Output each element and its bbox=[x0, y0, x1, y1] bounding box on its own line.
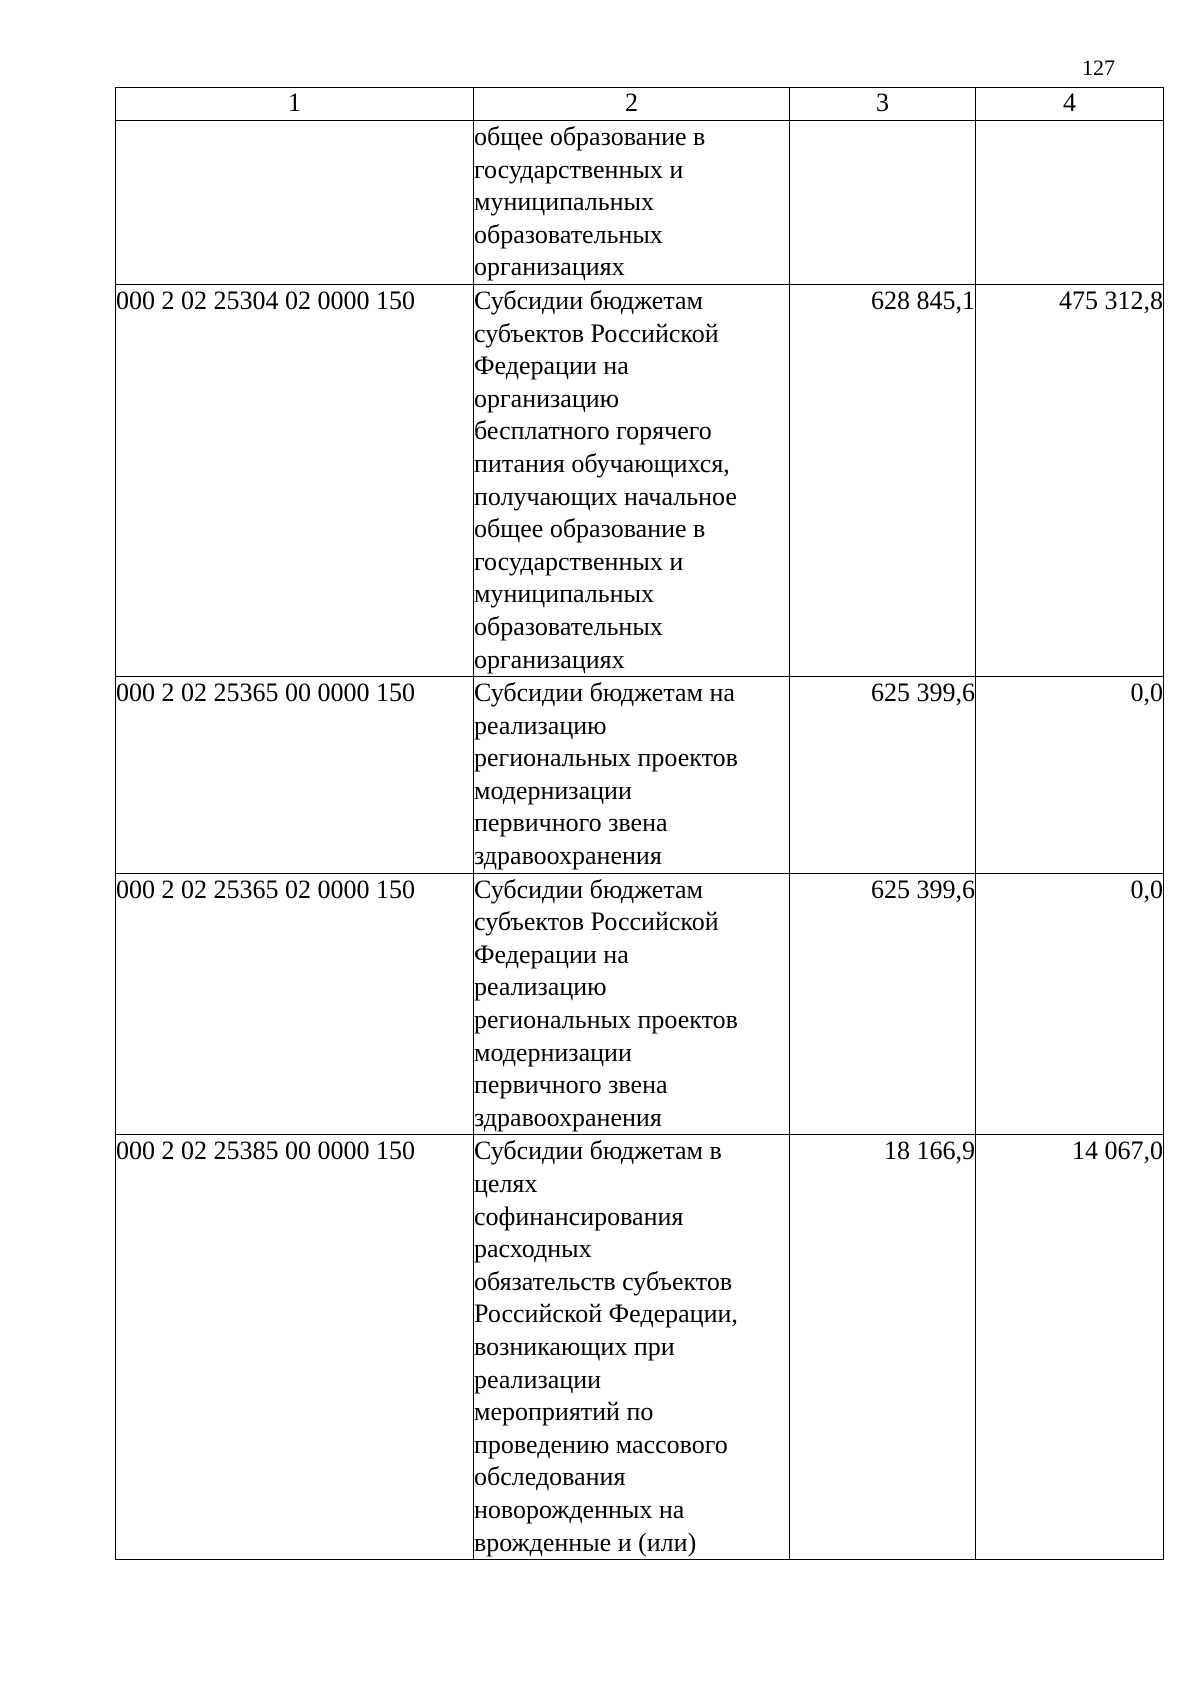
description-line: здравоохранения bbox=[474, 841, 662, 871]
column-header-4: 4 bbox=[976, 88, 1164, 121]
description-line: Субсидии бюджетам в bbox=[474, 1136, 722, 1166]
value-column-4-cell: 0,0 bbox=[976, 677, 1164, 874]
description-line: модернизации bbox=[474, 1037, 632, 1067]
description-line: новорожденных на bbox=[474, 1494, 685, 1524]
description-line: софинансирования bbox=[474, 1201, 684, 1231]
budget-code-cell: 000 2 02 25365 00 0000 150 bbox=[116, 677, 474, 874]
value-column-4-cell bbox=[976, 121, 1164, 285]
description-line: возникающих при bbox=[474, 1331, 675, 1361]
description-line: питания обучающихся, bbox=[474, 448, 730, 478]
description-line: региональных проектов bbox=[474, 743, 738, 773]
description-line: организацию bbox=[474, 383, 620, 413]
description-line: государственных и bbox=[474, 154, 684, 184]
value-column-4-cell: 14 067,0 bbox=[976, 1135, 1164, 1560]
budget-code-cell: 000 2 02 25365 02 0000 150 bbox=[116, 873, 474, 1135]
value-column-3-cell: 18 166,9 bbox=[790, 1135, 976, 1560]
table-row bbox=[116, 284, 1164, 676]
value-column-4-cell: 475 312,8 bbox=[976, 284, 1164, 676]
description-line: региональных проектов bbox=[474, 1005, 738, 1035]
description-cell bbox=[474, 121, 790, 285]
description-line: образовательных bbox=[474, 219, 663, 249]
value-column-3-cell bbox=[790, 121, 976, 285]
description-line: расходных bbox=[474, 1234, 592, 1264]
table-row bbox=[116, 873, 1164, 1135]
description-line: реализацию bbox=[474, 972, 607, 1002]
description-line: получающих начальное bbox=[474, 481, 737, 511]
description-line: Российской Федерации, bbox=[474, 1299, 738, 1329]
value-column-3-cell: 628 845,1 bbox=[790, 284, 976, 676]
description-line: бесплатного горячего bbox=[474, 416, 712, 446]
description-cell bbox=[474, 1135, 790, 1560]
table-header-row bbox=[116, 88, 1164, 121]
description-cell bbox=[474, 677, 790, 874]
description-line: первичного звена bbox=[474, 1070, 668, 1100]
budget-table bbox=[115, 87, 1164, 1560]
table-row bbox=[116, 1135, 1164, 1560]
description-line: реализации bbox=[474, 1364, 602, 1394]
description-line: общее образование в bbox=[474, 514, 706, 544]
page-number: 127 bbox=[1082, 55, 1115, 80]
description-line: муниципальных bbox=[474, 187, 655, 217]
description-line: проведению массового bbox=[474, 1429, 728, 1459]
column-header-3: 3 bbox=[790, 88, 976, 121]
column-header-1: 1 bbox=[116, 88, 474, 121]
description-line: Федерации на bbox=[474, 939, 629, 969]
table-row bbox=[116, 677, 1164, 874]
description-line: организациях bbox=[474, 644, 625, 674]
description-line: Субсидии бюджетам на bbox=[474, 678, 735, 708]
description-line: Субсидии бюджетам bbox=[474, 874, 703, 904]
description-line: Федерации на bbox=[474, 351, 629, 381]
description-line: модернизации bbox=[474, 775, 632, 805]
description-line: субъектов Российской bbox=[474, 318, 719, 348]
budget-code-cell: 000 2 02 25304 02 0000 150 bbox=[116, 284, 474, 676]
description-line: первичного звена bbox=[474, 808, 668, 838]
description-line: муниципальных bbox=[474, 579, 655, 609]
description-line: субъектов Российской bbox=[474, 907, 719, 937]
description-line: целях bbox=[474, 1169, 538, 1198]
value-column-3-cell: 625 399,6 bbox=[790, 677, 976, 874]
table-row bbox=[116, 121, 1164, 285]
budget-code-cell: 000 2 02 25385 00 0000 150 bbox=[116, 1135, 474, 1560]
description-line: Субсидии бюджетам bbox=[474, 285, 703, 315]
value-column-3-cell: 625 399,6 bbox=[790, 873, 976, 1135]
description-line: государственных и bbox=[474, 546, 684, 576]
value-column-4-cell: 0,0 bbox=[976, 873, 1164, 1135]
column-header-2: 2 bbox=[474, 88, 790, 121]
description-line: обязательств субъектов bbox=[474, 1266, 733, 1296]
description-line: здравоохранения bbox=[474, 1102, 662, 1132]
description-line: мероприятий по bbox=[474, 1397, 654, 1427]
description-line: общее образование в bbox=[474, 122, 706, 151]
table-body bbox=[116, 121, 1164, 1560]
description-cell bbox=[474, 873, 790, 1135]
description-line: обследования bbox=[474, 1462, 626, 1492]
description-line: организациях bbox=[474, 252, 625, 282]
description-line: образовательных bbox=[474, 611, 663, 641]
description-line: реализацию bbox=[474, 710, 607, 740]
description-cell bbox=[474, 284, 790, 676]
description-line: врожденные и (или) bbox=[474, 1527, 697, 1557]
budget-code-cell bbox=[116, 121, 474, 285]
